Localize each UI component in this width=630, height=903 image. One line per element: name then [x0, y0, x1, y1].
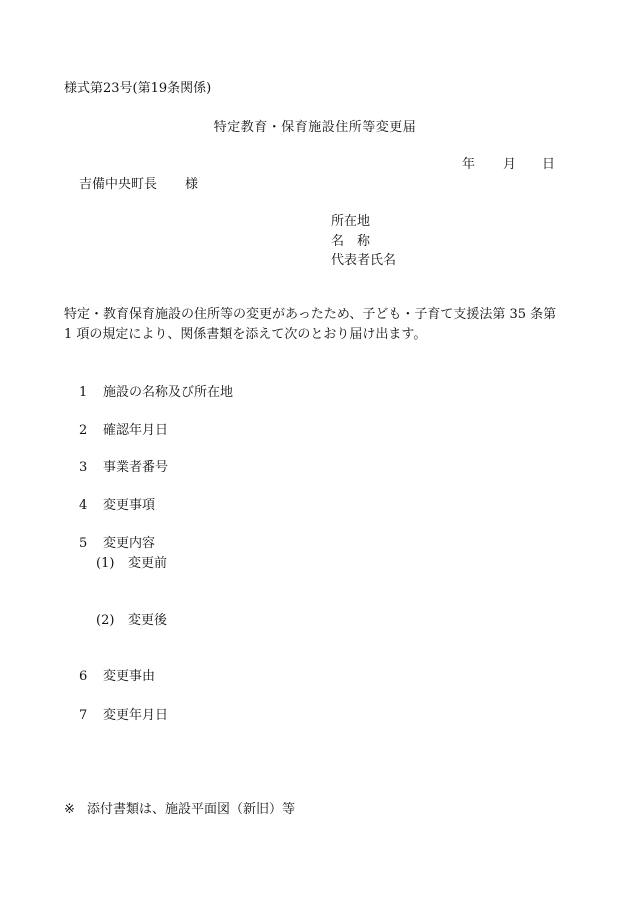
item-facility-name-address: 施設の名称及び所在地 [103, 385, 234, 400]
item-number: 2 [79, 423, 88, 438]
item-confirmation-date: 確認年月日 [103, 423, 169, 438]
date-month-label: 月 [503, 157, 517, 172]
item-change-content: 変更内容 [103, 536, 156, 551]
item-number: 5 [79, 536, 88, 551]
note-text: 添付書類は、施設平面図（新旧）等 [87, 802, 296, 817]
subitem-number: (1) [96, 556, 115, 571]
item-number: 7 [79, 708, 88, 723]
item-number: 3 [79, 460, 88, 475]
date-day-label: 日 [542, 157, 556, 172]
item-number: 4 [79, 498, 88, 513]
subitem-before-change: 変更前 [128, 556, 168, 571]
body-text-line-1: 特定・教育保育施設の住所等の変更があったため、子ども・子育て支援法第 35 条第 [64, 307, 557, 322]
body-text-line-2: 1 項の規定により、関係書類を添えて次のとおり届け出ます。 [64, 327, 427, 342]
applicant-name-label: 名 称 [331, 234, 371, 249]
item-number: 6 [79, 669, 88, 684]
addressee-name: 吉備中央町長 [79, 177, 158, 192]
document-title: 特定教育・保育施設住所等変更届 [213, 120, 417, 135]
applicant-address-label: 所在地 [331, 214, 371, 229]
item-change-reason: 変更事由 [103, 669, 156, 684]
note-mark: ※ [64, 802, 75, 817]
item-business-number: 事業者番号 [103, 460, 169, 475]
applicant-representative-label: 代表者氏名 [331, 253, 397, 268]
subitem-number: (2) [96, 613, 115, 628]
addressee-honorific: 様 [185, 177, 199, 192]
form-number: 様式第23号(第19条関係) [64, 81, 212, 96]
date-year-label: 年 [462, 157, 476, 172]
item-number: 1 [79, 385, 88, 400]
addressee [79, 178, 198, 191]
subitem-after-change: 変更後 [128, 613, 168, 628]
item-change-matter: 変更事項 [103, 498, 156, 513]
item-change-date: 変更年月日 [103, 708, 169, 723]
